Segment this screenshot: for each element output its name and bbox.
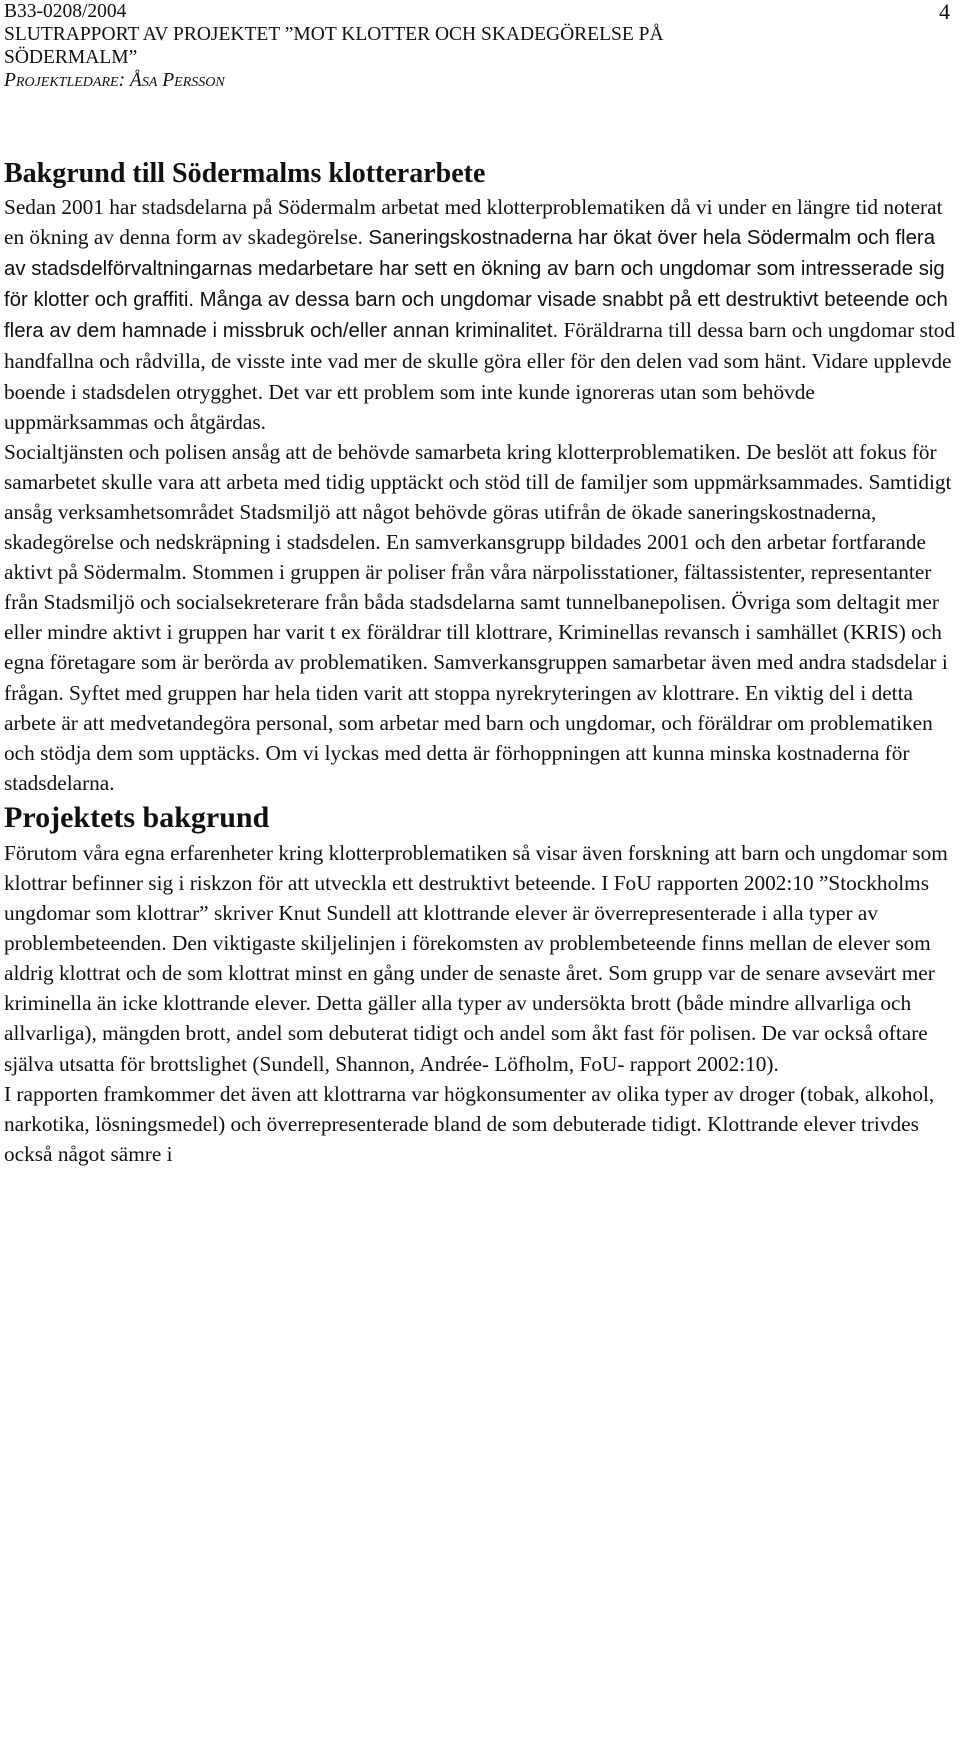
paragraph-text: Föräldrarna till dessa barn och ungdomar stod handfallna och rådvilla, de visste inte vad mer de skulle göra eller för den delen vad som hänt. Vidare upplevde boende i stadsdelen otrygghet. Det var ett problem som inte kunde ignoreras utan som behövde uppmärksammas och åtgärdas. (4, 318, 956, 434)
paragraph-bakgrund-1 (4, 192, 956, 437)
paragraph-text: Saneringskostnaderna har ökat över hela Södermalm och flera av stadsdelförvaltningarnas medarbetare har sett en ökning av barn och ungdomar som intresserade sig för klotter och graffiti. Många av dessa barn och ungdomar visade snabbt på ett destruktivt beteende och flera av dem hamnade i missbruk och/eller annan kriminalitet. (4, 227, 948, 343)
report-title-line-2: SÖDERMALM” (4, 47, 138, 68)
page-number: 4 (939, 0, 950, 24)
paragraph-text: Sedan 2001 har stadsdelarna på Södermalm arbetat med klotterproblematiken då vi under en längre tid noterat en ökning av denna form av skadegörelse. (4, 195, 943, 250)
section-title-bakgrund: Bakgrund till Södermalms klotterarbete (4, 158, 486, 189)
paragraph-projektets-bakgrund-1: Förutom våra egna erfarenheter kring klotterproblematiken så visar även forskning att barn och ungdomar som klottrar befinner sig i riskzon för att utveckla ett destruktivt beteende. I FoU rapporten 2002:10 ”Stockholms ungdomar som klottrar” skriver Knut Sundell att klottrande elever är överrepresenterade i alla typer av problembeteenden. Den viktigaste skiljelinjen i förekomsten av problembeteende finns mellan de elever som aldrig klottrat och de som klottrat minst en gång under de senaste året. Som grupp var de senare avsevärt mer kriminella än icke klottrande elever. Detta gäller alla typer av undersökta brott (både mindre allvarliga och allvarliga), mängden brott, andel som debuterat tidigt och andel som åkt fast för polisen. De var också oftare själva utsatta för brottslighet (Sundell, Shannon, Andrée- Löfholm, FoU- rapport 2002:10). (4, 840, 948, 1076)
paragraph-projektets-bakgrund-2: I rapporten framkommer det även att klottrarna var högkonsumenter av olika typer av droger (tobak, alkohol, narkotika, lösningsmedel) och överrepresenterade bland de som debuterade tidigt. Klottrande elever trivdes också något sämre i (4, 1081, 935, 1166)
report-title-line-1: SLUTRAPPORT AV PROJEKTET ”MOT KLOTTER OCH SKADEGÖRELSE PÅ (4, 24, 664, 45)
document-id: B33-0208/2004 (4, 1, 127, 22)
page-header (4, 0, 944, 92)
section-title-projektets-bakgrund: Projektets bakgrund (4, 800, 270, 834)
paragraph-bakgrund-2: Socialtjänsten och polisen ansåg att de behövde samarbeta kring klotterproblematiken. De beslöt att fokus för samarbetet skulle vara att arbeta med tidig upptäckt och stöd till de familjer som uppmärksammades. Samtidigt ansåg verksamhetsområdet Stadsmiljö att något behövde göras utifrån de ökade saneringskostnaderna, skadegörelse och nedskräpning i stadsdelen. En samverkansgrupp bildades 2001 och den arbetar fortfarande aktivt på Södermalm. Stommen i gruppen är poliser från våra närpolisstationer, fältassistenter, representanter från Stadsmiljö och socialsekreterare från båda stadsdelarna samt tunnelbanepolisen. Övriga som deltagit mer eller mindre aktivt i gruppen har varit t ex föräldrar till klottrare, Kriminellas revansch i samhället (KRIS) och egna företagare som är berörda av problematiken. Samverkansgruppen samarbetar även med andra stadsdelar i frågan. Syftet med gruppen har hela tiden varit att stoppa nyrekryteringen av klottrare. En viktig del i detta arbete är att medvetandegöra personal, som arbetar med barn och ungdomar, och föräldrar om problematiken och stödja dem som upptäcks. Om vi lyckas med detta är förhoppningen att kunna minska kostnaderna för stadsdelarna. (4, 439, 952, 795)
project-leader: Projektledare: Åsa Persson (4, 70, 225, 91)
document-body (4, 156, 956, 1169)
